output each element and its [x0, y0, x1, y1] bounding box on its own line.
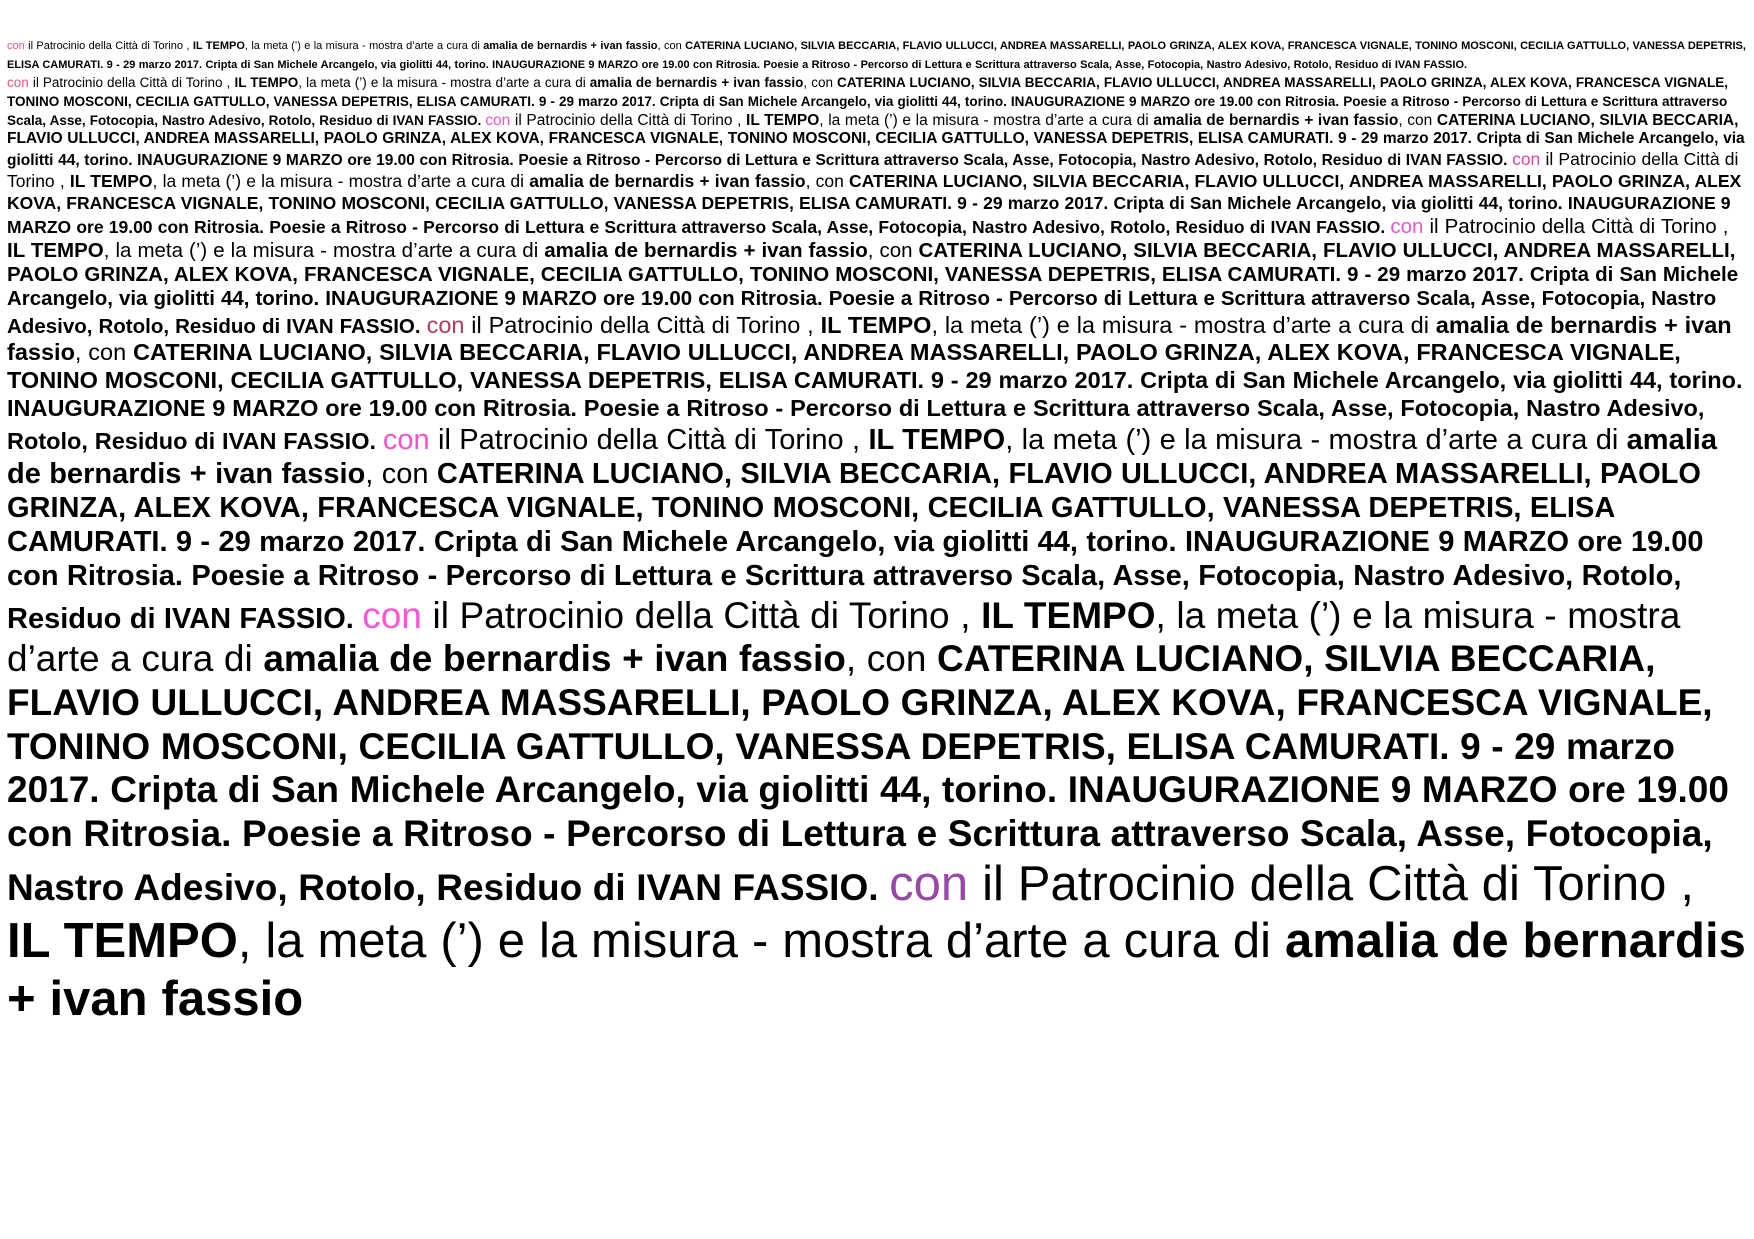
patrocinio-text: il Patrocinio della Città di Torino ,: [24, 40, 193, 52]
con-highlight: con: [7, 40, 25, 52]
title-il-tempo: IL TEMPO: [820, 311, 932, 338]
artists-and-details: CATERINA LUCIANO, SILVIA BECCARIA, FLAVIO ULLUCCI, ANDREA MASSARELLI, PAOLO GRINZA, ALEX KOVA, FRANCESCA VIGNALE, TONINO MOSCONI, CECILIA GATTULLO, VANESSA DEPETRIS, ELISA CAMURATI. 9 - 29 marzo 2017. Cripta di San Michele Arcangelo, via giolitti 44, torino. INAUGURAZIONE 9 MARZO ore 19.00 con Ritrosia. Poesie a Ritroso - Percorso di Lettura e Scrittura attraverso Scala, Asse, Fotocopia, Nastro Adesivo, Rotolo, Residuo di IVAN FASSIO.: [7, 74, 1728, 128]
patrocinio-text: il Patrocinio della Città di Torino ,: [421, 594, 982, 636]
con-highlight: con: [382, 423, 430, 456]
curators-names: amalia de bernardis + ivan fassio: [589, 74, 804, 90]
title-il-tempo: IL TEMPO: [868, 423, 1006, 456]
subtitle-text: , la meta (’) e la misura - mostra d’arte a cura di: [237, 914, 1285, 969]
title-il-tempo: IL TEMPO: [981, 594, 1156, 636]
curators-names: amalia de bernardis + ivan fassio: [7, 423, 1717, 490]
title-il-tempo: IL TEMPO: [69, 171, 153, 192]
con-artists-text: , con: [845, 638, 938, 680]
con-highlight: con: [1512, 149, 1541, 170]
subtitle-text: , la meta (’) e la misura - mostra d’arte a cura di: [244, 40, 484, 52]
subtitle-text: , la meta (’) e la misura - mostra d’arte a cura di: [152, 171, 530, 192]
con-highlight: con: [889, 856, 969, 911]
con-artists-text: , con: [867, 239, 919, 263]
artists-and-details: CATERINA LUCIANO, SILVIA BECCARIA, FLAVIO ULLUCCI, ANDREA MASSARELLI, PAOLO GRINZA, ALEX KOVA, FRANCESCA VIGNALE, CECILIA GATTULLO, TONINO MOSCONI, VANESSA DEPETRIS, ELISA CAMURATI. 9 - 29 marzo 2017. Cripta di San Michele Arcangelo, via giolitti 44, torino. INAUGURAZIONE 9 MARZO ore 19.00 con Ritrosia. Poesie a Ritroso - Percorso di Lettura e Scrittura attraverso Scala, Asse, Fotocopia, Nastro Adesivo, Rotolo, Residuo di IVAN FASSIO.: [7, 239, 1739, 338]
con-artists-text: , con: [1398, 111, 1437, 129]
con-highlight: con: [362, 594, 422, 636]
artists-and-details: CATERINA LUCIANO, SILVIA BECCARIA, FLAVIO ULLUCCI, ANDREA MASSARELLI, PAOLO GRINZA, ALEX KOVA, FRANCESCA VIGNALE, TONINO MOSCONI, CECILIA GATTULLO, VANESSA DEPETRIS, ELISA CAMURATI. 9 - 29 marzo 2017. Cripta di San Michele Arcangelo, via giolitti 44, torino. INAUGURAZIONE 9 MARZO ore 19.00 con Ritrosia. Poesie a Ritroso - Percorso di Lettura e Scrittura attraverso Scala, Asse, Fotocopia, Nastro Adesivo, Rotolo, Residuo di IVAN FASSIO.: [7, 171, 1742, 237]
subtitle-text: , la meta (’) e la misura - mostra d’arte a cura di: [1005, 423, 1627, 456]
patrocinio-text: il Patrocinio della Città di Torino ,: [464, 311, 821, 338]
con-highlight: con: [426, 311, 465, 338]
curators-names: amalia de bernardis + ivan fassio: [7, 914, 1746, 1027]
con-highlight: con: [1390, 214, 1424, 238]
patrocinio-text: il Patrocinio della Città di Torino ,: [968, 856, 1694, 911]
con-highlight: con: [7, 74, 29, 90]
con-artists-text: , con: [805, 171, 850, 192]
curators-names: amalia de bernardis + ivan fassio: [529, 171, 806, 192]
patrocinio-text: il Patrocinio della Città di Torino ,: [7, 149, 1739, 192]
patrocinio-text: il Patrocinio della Città di Torino ,: [429, 423, 869, 456]
con-artists-text: , con: [657, 40, 686, 52]
con-highlight: con: [485, 111, 511, 129]
con-artists-text: , con: [803, 74, 838, 90]
subtitle-text: , la meta (’) e la misura - mostra d’arte a cura di: [819, 111, 1154, 129]
curators-names: amalia de bernardis + ivan fassio: [544, 239, 868, 263]
artists-and-details: CATERINA LUCIANO, SILVIA BECCARIA, FLAVIO ULLUCCI, ANDREA MASSARELLI, PAOLO GRINZA, ALEX KOVA, FRANCESCA VIGNALE, TONINO MOSCONI, CECILIA GATTULLO, VANESSA DEPETRIS, ELISA CAMURATI. 9 - 29 marzo 2017. Cripta di San Michele Arcangelo, via giolitti 44, torino. INAUGURAZIONE 9 MARZO ore 19.00 con Ritrosia. Poesie a Ritroso - Percorso di Lettura e Scrittura attraverso Scala, Asse, Fotocopia, Nastro Adesivo, Rotolo, Residuo di IVAN FASSIO.: [7, 40, 1746, 71]
title-il-tempo: IL TEMPO: [192, 40, 245, 52]
artists-and-details: CATERINA LUCIANO, SILVIA BECCARIA, FLAVIO ULLUCCI, ANDREA MASSARELLI, PAOLO GRINZA, ALEX KOVA, FRANCESCA VIGNALE, TONINO MOSCONI, CECILIA GATTULLO, VANESSA DEPETRIS, ELISA CAMURATI. 9 - 29 marzo 2017. Cripta di San Michele Arcangelo, via giolitti 44, torino. INAUGURAZIONE 9 MARZO ore 19.00 con Ritrosia. Poesie a Ritroso - Percorso di Lettura e Scrittura attraverso Scala, Asse, Fotocopia, Nastro Adesivo, Rotolo, Residuo di IVAN FASSIO.: [7, 638, 1729, 908]
curators-names: amalia de bernardis + ivan fassio: [483, 40, 658, 52]
subtitle-text: , la meta (’) e la misura - mostra d’arte a cura di: [103, 239, 545, 263]
title-il-tempo: IL TEMPO: [7, 914, 238, 969]
patrocinio-text: il Patrocinio della Città di Torino ,: [1423, 214, 1729, 238]
con-artists-text: , con: [365, 457, 437, 490]
curators-names: amalia de bernardis + ivan fassio: [263, 638, 846, 680]
curators-names: amalia de bernardis + ivan fassio: [1153, 111, 1399, 129]
curators-names: amalia de bernardis + ivan fassio: [7, 311, 1732, 366]
patrocinio-text: il Patrocinio della Città di Torino ,: [510, 111, 747, 129]
artists-and-details: CATERINA LUCIANO, SILVIA BECCARIA, FLAVIO ULLUCCI, ANDREA MASSARELLI, PAOLO GRINZA, ALEX KOVA, FRANCESCA VIGNALE, TONINO MOSCONI, CECILIA GATTULLO, VANESSA DEPETRIS, ELISA CAMURATI. 9 - 29 marzo 2017. Cripta di San Michele Arcangelo, via giolitti 44, torino. INAUGURAZIONE 9 MARZO ore 19.00 con Ritrosia. Poesie a Ritroso - Percorso di Lettura e Scrittura attraverso Scala, Asse, Fotocopia, Nastro Adesivo, Rotolo, Residuo di IVAN FASSIO.: [7, 339, 1743, 454]
artists-and-details: CATERINA LUCIANO, SILVIA BECCARIA, FLAVIO ULLUCCI, ANDREA MASSARELLI, PAOLO GRINZA, ALEX KOVA, FRANCESCA VIGNALE, TONINO MOSCONI, CECILIA GATTULLO, VANESSA DEPETRIS, ELISA CAMURATI. 9 - 29 marzo 2017. Cripta di San Michele Arcangelo, via giolitti 44, torino. INAUGURAZIONE 9 MARZO ore 19.00 con Ritrosia. Poesie a Ritroso - Percorso di Lettura e Scrittura attraverso Scala, Asse, Fotocopia, Nastro Adesivo, Rotolo, Residuo di IVAN FASSIO.: [7, 457, 1704, 635]
subtitle-text: , la meta (’) e la misura - mostra d’arte a cura di: [298, 74, 590, 90]
artists-and-details: CATERINA LUCIANO, SILVIA BECCARIA, FLAVIO ULLUCCI, ANDREA MASSARELLI, PAOLO GRINZA, ALEX KOVA, FRANCESCA VIGNALE, TONINO MOSCONI, CECILIA GATTULLO, VANESSA DEPETRIS, ELISA CAMURATI. 9 - 29 marzo 2017. Cripta di San Michele Arcangelo, via giolitti 44, torino. INAUGURAZIONE 9 MARZO ore 19.00 con Ritrosia. Poesie a Ritroso - Percorso di Lettura e Scrittura attraverso Scala, Asse, Fotocopia, Nastro Adesivo, Rotolo, Residuo di IVAN FASSIO.: [7, 111, 1745, 170]
patrocinio-text: il Patrocinio della Città di Torino ,: [28, 74, 235, 90]
con-artists-text: , con: [74, 339, 134, 366]
title-il-tempo: IL TEMPO: [7, 239, 104, 263]
subtitle-text: , la meta (’) e la misura - mostra d’arte a cura di: [931, 311, 1436, 338]
title-il-tempo: IL TEMPO: [234, 74, 299, 90]
title-il-tempo: IL TEMPO: [746, 111, 820, 129]
repetition-1: [7, 40, 1746, 71]
subtitle-text: , la meta (’) e la misura - mostra d’arte a cura di: [7, 594, 1681, 680]
